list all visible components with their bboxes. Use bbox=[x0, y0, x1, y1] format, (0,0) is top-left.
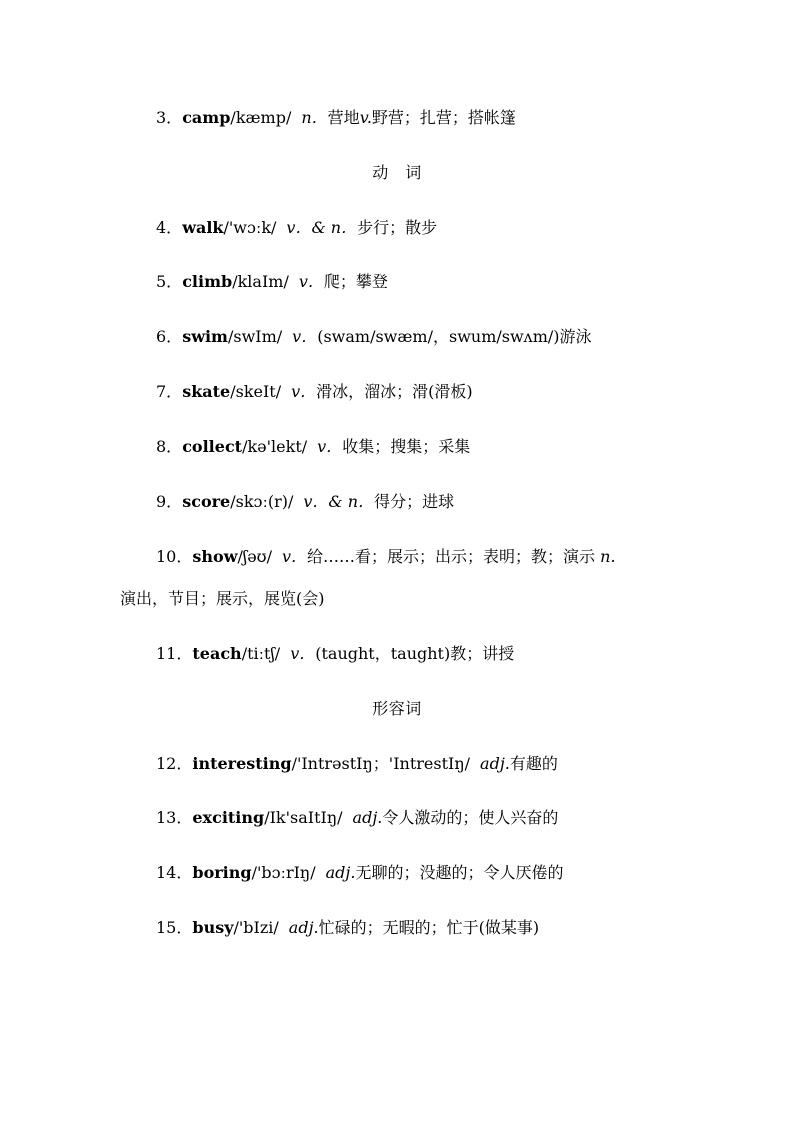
entry-phonetic: /swIm/ bbox=[227, 327, 283, 346]
entry-part-of-speech-2: n. bbox=[600, 547, 616, 566]
entry-phonetic: /skɔː(r)/ bbox=[230, 492, 294, 511]
entry-word: interesting bbox=[192, 754, 292, 773]
vocab-entry-show-continuation: 演出，节目；展示，展览(会) bbox=[120, 589, 325, 608]
entry-meaning: 令人激动的；使人兴奋的 bbox=[382, 808, 559, 827]
entry-phonetic: /'bIzi/ bbox=[233, 918, 279, 937]
entry-meaning: 营地 bbox=[327, 108, 360, 127]
section-heading-verbs: 动 词 bbox=[372, 163, 422, 182]
vocab-entry-boring bbox=[156, 862, 563, 884]
entry-meaning: 忙碌的；无暇的；忙于(做某事) bbox=[318, 918, 540, 937]
entry-phonetic: /klaIm/ bbox=[232, 272, 289, 291]
vocab-entry-show bbox=[156, 546, 616, 568]
vocab-entry-teach bbox=[156, 643, 514, 665]
entry-part-of-speech: v．& n． bbox=[286, 218, 358, 237]
entry-part-of-speech: adj. bbox=[288, 918, 319, 937]
entry-part-of-speech: v． bbox=[292, 327, 318, 346]
entry-word: exciting bbox=[192, 808, 265, 827]
entry-word: boring bbox=[192, 863, 252, 882]
vocab-entry-busy bbox=[156, 917, 539, 939]
entry-meaning: 爬；攀登 bbox=[323, 272, 388, 291]
entry-phonetic: /tiːtʃ/ bbox=[241, 644, 281, 663]
entry-phonetic: /'wɔːk/ bbox=[223, 218, 277, 237]
entry-meaning: (taught，taught)教；讲授 bbox=[315, 644, 515, 663]
vocab-entry-collect bbox=[156, 436, 470, 458]
entry-phonetic: /'bɔːrIŋ/ bbox=[251, 863, 316, 882]
entry-meaning: 得分；进球 bbox=[374, 492, 455, 511]
entry-word: teach bbox=[192, 644, 242, 663]
entry-meaning: (swam/swæm/，swum/swʌm/)游泳 bbox=[317, 327, 592, 346]
entry-word: climb bbox=[182, 272, 233, 291]
entry-part-of-speech: v． bbox=[317, 437, 343, 456]
entry-part-of-speech: n． bbox=[301, 108, 328, 127]
entry-part-of-speech: v． bbox=[281, 547, 308, 566]
entry-number: 8． bbox=[156, 437, 183, 456]
vocab-entry-swim bbox=[156, 326, 592, 348]
entry-number: 10． bbox=[156, 547, 193, 566]
entry-meaning: 收集；搜集；采集 bbox=[342, 437, 471, 456]
entry-number: 13． bbox=[156, 808, 193, 827]
vocab-entry-walk bbox=[156, 217, 437, 239]
entry-number: 4． bbox=[156, 218, 183, 237]
vocab-entry-camp bbox=[156, 107, 516, 129]
entry-part-of-speech: adj. bbox=[480, 754, 510, 773]
entry-phonetic: /kæmp/ bbox=[230, 108, 292, 127]
entry-part-of-speech: v．& n． bbox=[303, 492, 375, 511]
entry-word: swim bbox=[182, 327, 228, 346]
entry-part-of-speech: v． bbox=[298, 272, 324, 291]
entry-number: 14． bbox=[156, 863, 193, 882]
entry-number: 5． bbox=[156, 272, 183, 291]
vocab-entry-exciting bbox=[156, 807, 558, 829]
entry-number: 12． bbox=[156, 754, 193, 773]
entry-word: skate bbox=[182, 382, 231, 401]
vocab-entry-climb bbox=[156, 271, 388, 293]
entry-word: show bbox=[192, 547, 238, 566]
entry-word: busy bbox=[192, 918, 234, 937]
entry-meaning: 步行；散步 bbox=[357, 218, 438, 237]
entry-part-of-speech: v． bbox=[290, 644, 316, 663]
entry-part-of-speech: v． bbox=[291, 382, 317, 401]
vocab-entry-interesting bbox=[156, 753, 558, 775]
entry-meaning: 滑冰，溜冰；滑(滑板) bbox=[316, 382, 473, 401]
entry-phonetic: /kə'lekt/ bbox=[242, 437, 308, 456]
entry-number: 9． bbox=[156, 492, 183, 511]
entry-part-of-speech: adj. bbox=[352, 808, 383, 827]
entry-number: 7． bbox=[156, 382, 183, 401]
entry-phonetic: /Ik'saItIŋ/ bbox=[264, 808, 343, 827]
entry-phonetic: /ʃəʊ/ bbox=[237, 547, 272, 566]
entry-meaning: 无聊的；没趣的；令人厌倦的 bbox=[355, 863, 564, 882]
entry-number: 15． bbox=[156, 918, 193, 937]
entry-number: 11． bbox=[156, 644, 193, 663]
entry-part-of-speech-2: v. bbox=[359, 108, 372, 127]
entry-word: walk bbox=[182, 218, 224, 237]
entry-part-of-speech: adj. bbox=[325, 863, 356, 882]
vocab-entry-score bbox=[156, 491, 454, 513]
entry-meaning-2: 野营；扎营；搭帐篷 bbox=[371, 108, 516, 127]
entry-phonetic: /skeIt/ bbox=[230, 382, 282, 401]
section-heading-adjectives: 形容词 bbox=[372, 699, 422, 718]
entry-meaning: 有趣的 bbox=[509, 754, 558, 773]
entry-meaning: 给……看；展示；出示；表明；教；演示 bbox=[307, 547, 596, 566]
entry-word: collect bbox=[182, 437, 243, 456]
vocab-entry-skate bbox=[156, 381, 473, 403]
entry-number: 3． bbox=[156, 108, 183, 127]
entry-phonetic: /'IntrəstIŋ；'IntrestIŋ/ bbox=[291, 754, 471, 773]
entry-word: score bbox=[182, 492, 231, 511]
entry-number: 6． bbox=[156, 327, 183, 346]
entry-word: camp bbox=[182, 108, 231, 127]
